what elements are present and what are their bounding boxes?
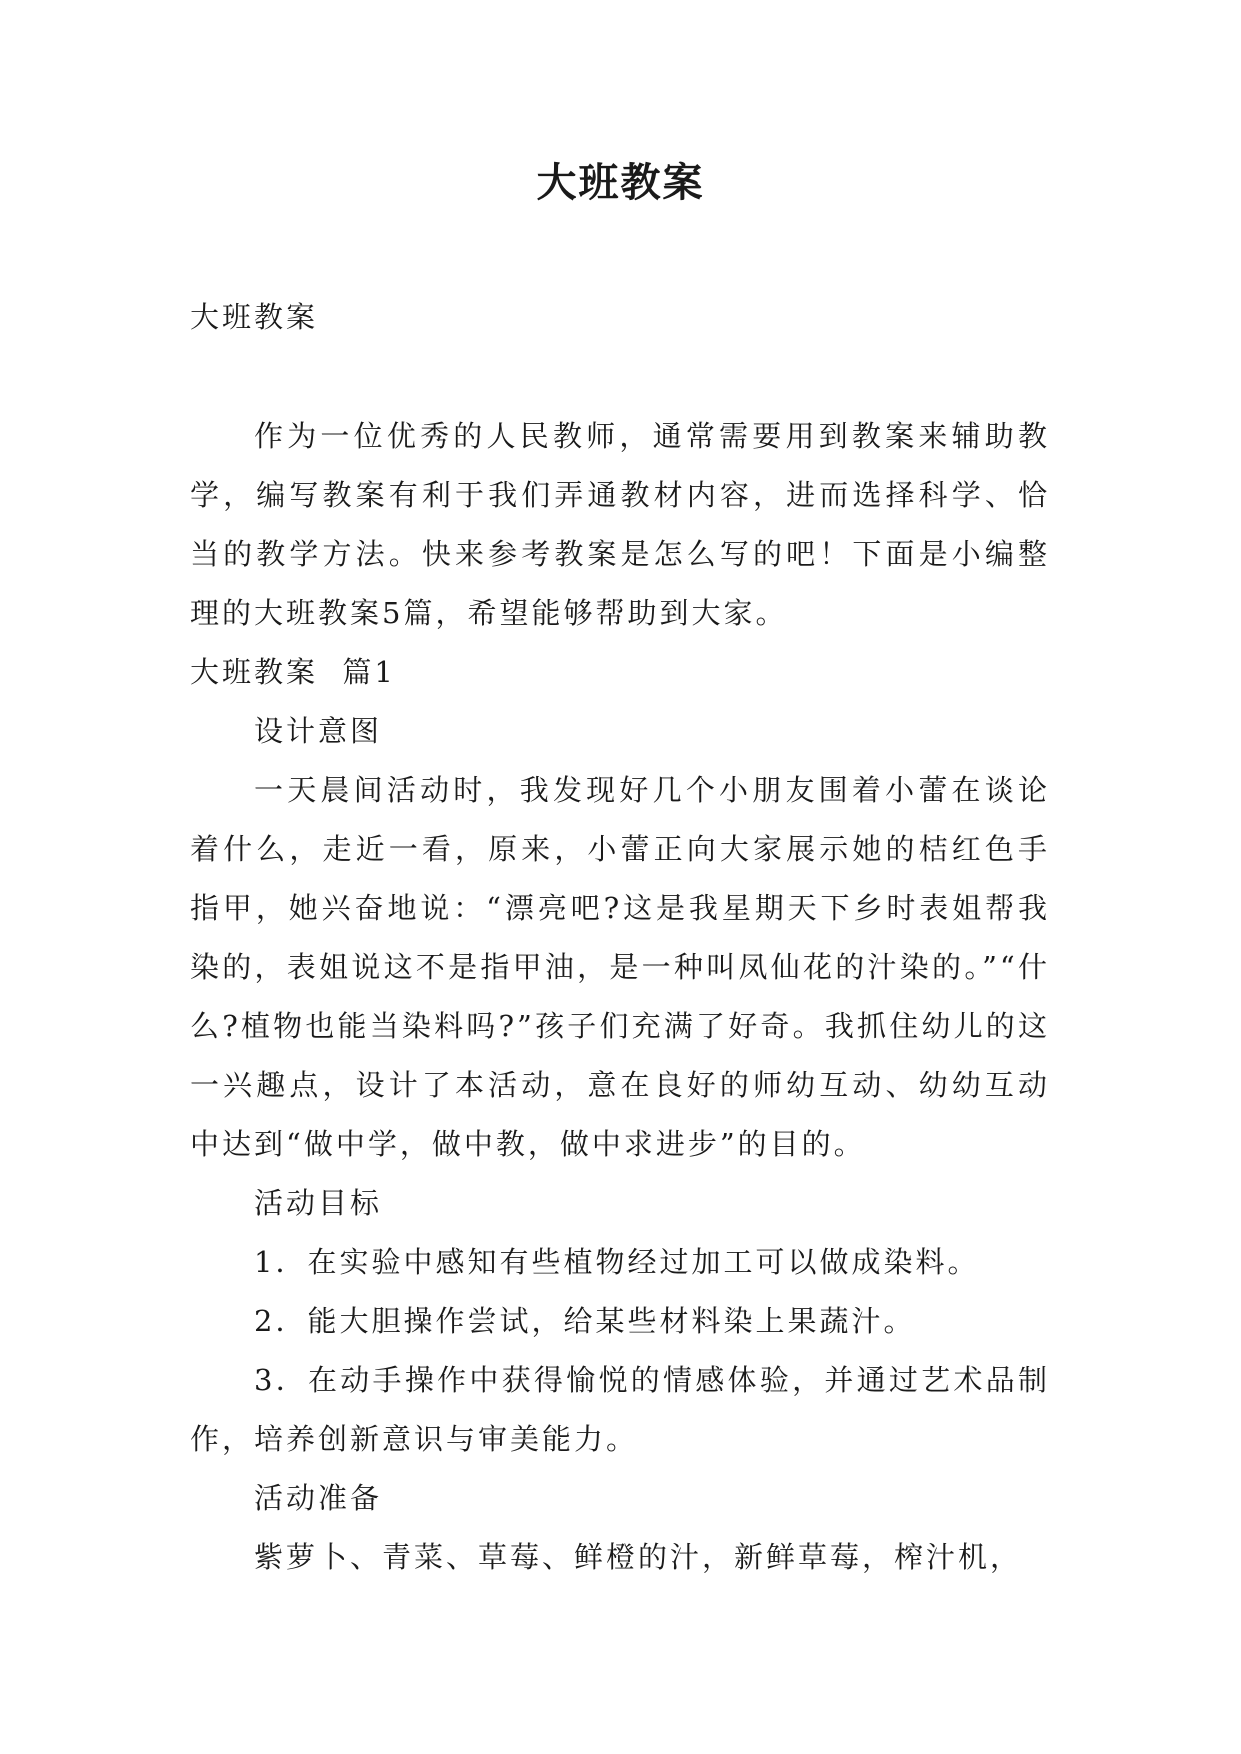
goal-item: 3．在动手操作中获得愉悦的情感体验，并通过艺术品制作，培养创新意识与审美能力。 [190, 1363, 1050, 1456]
document-title: 大班教案 [536, 159, 705, 206]
document-subtitle: 大班教案 [190, 300, 319, 334]
section-heading: 大班教案 篇1 [190, 655, 396, 689]
prep-heading: 活动准备 [254, 1481, 383, 1515]
design-intent-paragraph: 一天晨间活动时，我发现好几个小朋友围着小蕾在谈论着什么，走近一看，原来，小蕾正向大家展示她的桔红色手指甲，她兴奋地说：“漂亮吧?这是我星期天下乡时表姐帮我染的，表姐说这不是指甲油，是一种叫凤仙花的汁染的。”“什么?植物也能当染料吗?”孩子们充满了好奇。我抓住幼儿的这一兴趣点，设计了本活动，意在良好的师幼互动、幼幼互动中达到“做中学，做中教，做中求进步”的目的。 [190, 773, 1050, 1161]
goal-item: 1．在实验中感知有些植物经过加工可以做成染料。 [254, 1245, 980, 1279]
document-body [190, 288, 1050, 1587]
goal-item: 2．能大胆操作尝试，给某些材料染上果蔬汁。 [254, 1304, 916, 1338]
intro-paragraph: 作为一位优秀的人民教师，通常需要用到教案来辅助教学，编写教案有利于我们弄通教材内容，进而选择科学、恰当的教学方法。快来参考教案是怎么写的吧！下面是小编整理的大班教案5篇，希望能够帮助到大家。 [190, 419, 1050, 630]
goals-heading: 活动目标 [254, 1186, 383, 1220]
design-intent-heading: 设计意图 [254, 714, 383, 748]
prep-paragraph: 紫萝卜、青菜、草莓、鲜橙的汁，新鲜草莓，榨汁机， [254, 1540, 1023, 1574]
